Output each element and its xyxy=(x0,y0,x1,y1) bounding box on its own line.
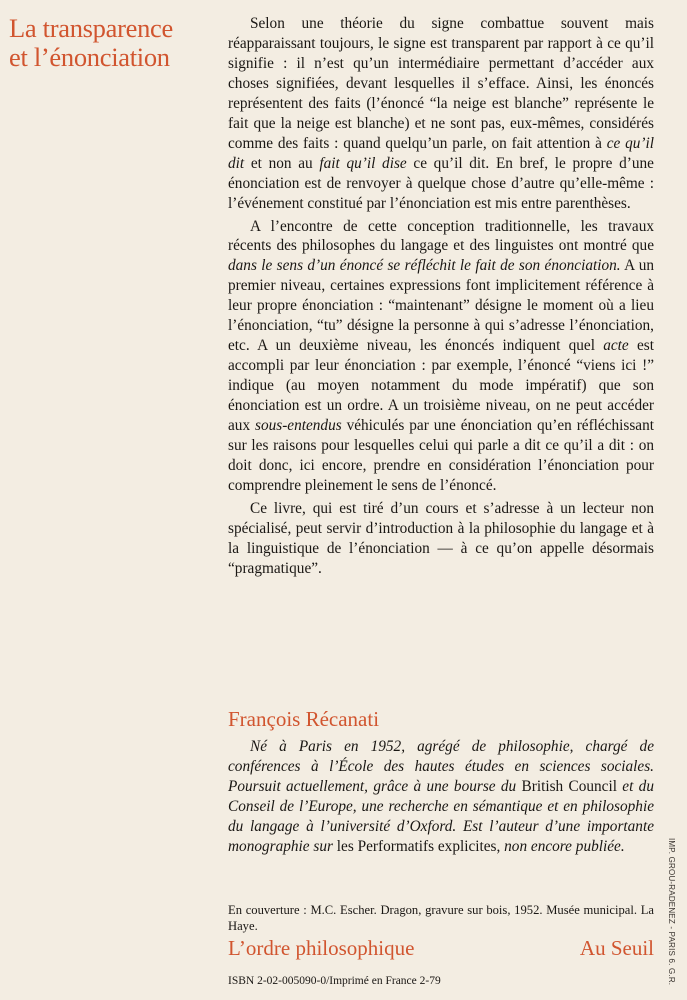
blurb-paragraph-2 xyxy=(228,217,654,496)
blurb-paragraph-1 xyxy=(228,14,654,214)
text-run: Selon une théorie du signe combattue souvent mais réapparaissant toujours, le signe est transparent par rapport à ce qu’il signifie : il n’est qu’un intermédiaire permettant d’accéder aux choses signifiées, devant lesquelles il s’efface. Ainsi, les énoncés représentent des faits (l’énoncé “la neige est blanche” représente le fait que la neige est blanche) et ne sont pas, eux-mêmes, considérés comme des faits : quand quelqu’un parle, on fait attention à xyxy=(228,15,654,152)
blurb-paragraph-3 xyxy=(228,499,654,579)
book-title-line-1: La transparence xyxy=(9,13,173,43)
author-bio xyxy=(228,737,654,856)
text-run: A un premier niveau, certaines expressions font implicitement référence à leur propre énonciation : “maintenant” désigne le moment où a lieu l’énonciation, “tu” désigne la personne à qui s’adresse l’énonciation, etc. A un deuxième niveau, les énoncés indiquent quel xyxy=(228,257,654,355)
book-title-line-2: et l’énonciation xyxy=(9,42,170,72)
author-bio-text xyxy=(228,737,654,856)
isbn-line: ISBN 2-02-005090-0/Imprimé en France 2-79 xyxy=(228,975,441,987)
series-name: L’ordre philosophique xyxy=(228,936,415,960)
text-run: A l’encontre de cette conception traditionnelle, les travaux récents des philosophes du langage et des linguistes ont montré que xyxy=(228,217,654,255)
text-run: Ce livre, qui est tiré d’un cours et s’adresse à un lecteur non spécialisé, peut servir d’introduction à la philosophie du langage et à la linguistique de l’énonciation — à ce qu’on appelle désormais “pragmatique”. xyxy=(228,499,654,577)
text-run: non encore publiée. xyxy=(500,837,625,855)
text-run: dans le sens d’un énoncé se réfléchit le fait de son énonciation. xyxy=(228,257,621,275)
text-run: est accompli par leur énonciation : par exemple, l’énoncé “viens ici !” indique (au moyen notamment du mode impératif) que son énonciation est un ordre. A un troisième niveau, on ne peut accéder aux xyxy=(228,337,654,435)
text-run: et non au xyxy=(244,154,320,172)
printer-mark: IMP. GROU-RADENEZ - PARIS 6. G.R. xyxy=(667,838,676,986)
text-run: véhiculés par une énonciation qu’en réfléchissant sur les raisons pour lesquelles celui qui parle a dit ce qu’il a dit : on doit donc, ici encore, prendre en considération l’énonciation pour comprendre pleinement le sens de l’énoncé. xyxy=(228,417,654,494)
text-run: British Council xyxy=(521,777,617,795)
text-run: et du Conseil de l’Europe, une recherche en sémantique et en philosophie du langage à l’université d’Oxford. Est l’auteur d’une importante monographie sur xyxy=(228,777,654,855)
cover-credit: En couverture : M.C. Escher. Dragon, gravure sur bois, 1952. Musée municipal. La Haye. xyxy=(228,903,654,933)
text-run: sous-entendus xyxy=(255,417,342,435)
text-run: Né à Paris en 1952, agrégé de philosophie, chargé de conférences à l’École des hautes études en sciences sociales. Poursuit actuellement, grâce à une bourse du xyxy=(228,738,654,795)
text-run: les Performatifs explicites, xyxy=(336,837,501,855)
text-run: ce qu’il dit. En bref, le propre d’une énonciation est de renvoyer à quelque chose d’autre qu’elle-même : l’événement constitué par l’énonciation est mis entre parenthèses. xyxy=(228,154,654,212)
text-run: ce qu’il dit xyxy=(228,134,654,172)
book-title xyxy=(9,14,209,72)
blurb xyxy=(228,14,654,582)
text-run: acte xyxy=(603,337,629,355)
text-run: fait qu’il dise xyxy=(319,154,407,172)
author-name: François Récanati xyxy=(228,707,380,731)
publisher-name: Au Seuil xyxy=(579,936,654,960)
